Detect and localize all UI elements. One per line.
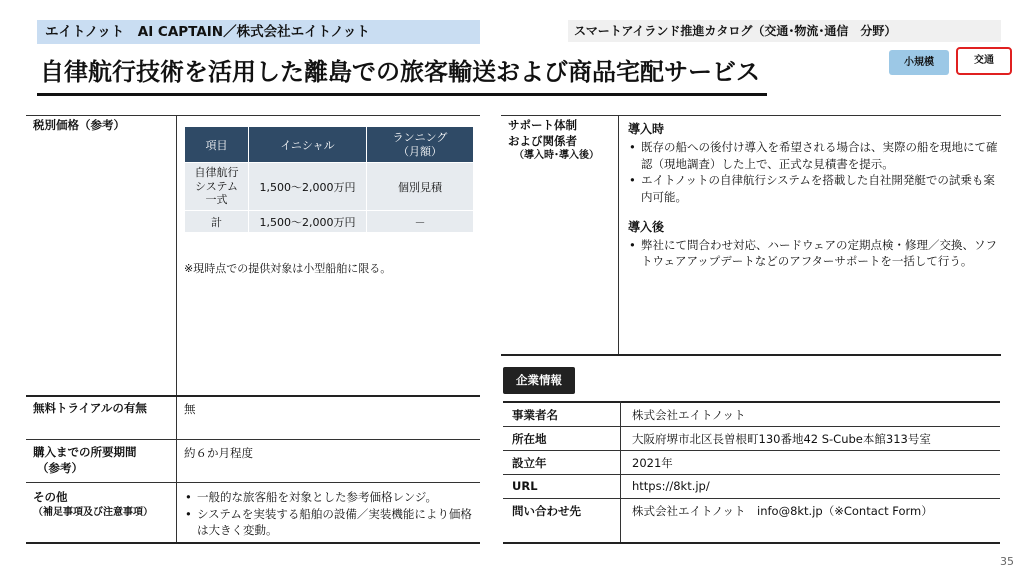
support-label-main: サポート体制 および関係者 xyxy=(508,118,577,148)
support-after-list xyxy=(628,237,998,270)
lead-time-label-sub: （参考） xyxy=(37,460,83,475)
founded-value: 2021年 xyxy=(632,456,673,470)
header-catalog-bar: スマートアイランド推進カタログ（交通･物流･通信 分野） xyxy=(568,20,1001,42)
divider xyxy=(503,542,1000,544)
divider xyxy=(26,542,480,544)
url-link[interactable]: https://8kt.jp/ xyxy=(632,479,710,493)
support-intro-heading: 導入時 xyxy=(628,122,665,136)
price-note: ※現時点での提供対象は小型船舶に限る。 xyxy=(184,262,392,275)
divider xyxy=(501,354,1001,356)
list-item: • エイトノットの自律航行システムを搭載した自社開発艇での試乗も案内可能。 xyxy=(628,172,998,205)
other-list xyxy=(184,489,474,539)
lead-time-label xyxy=(33,445,137,476)
lead-time-value: 約６か月程度 xyxy=(184,446,253,460)
support-content xyxy=(628,120,998,270)
divider xyxy=(503,498,1000,499)
price-cell: 計 xyxy=(185,211,249,233)
support-label xyxy=(508,118,599,163)
other-label-main: その他 xyxy=(33,490,68,504)
divider xyxy=(26,115,480,116)
header-company-bar: エイトノット AI CAPTAIN／株式会社エイトノット xyxy=(37,20,480,44)
price-table-header: イニシャル xyxy=(249,127,367,163)
contact-label: 問い合わせ先 xyxy=(512,504,581,518)
table-row xyxy=(185,211,474,233)
divider xyxy=(620,401,621,542)
trial-label: 無料トライアルの有無 xyxy=(33,401,147,415)
divider xyxy=(501,115,1001,116)
company-info-badge: 企業情報 xyxy=(503,367,575,394)
price-cell: 1,500～2,000万円 xyxy=(249,163,367,211)
divider xyxy=(503,450,1000,451)
trial-value: 無 xyxy=(184,402,196,416)
other-label xyxy=(33,490,153,519)
support-intro-list xyxy=(628,139,998,206)
price-label: 税別価格（参考） xyxy=(33,118,125,132)
tag-small-scale: 小規模 xyxy=(889,50,949,75)
page-title: 自律航行技術を活用した離島での旅客輸送および商品宅配サービス xyxy=(40,58,760,86)
divider xyxy=(503,474,1000,475)
divider xyxy=(26,439,480,440)
divider xyxy=(26,482,480,483)
divider xyxy=(618,115,619,355)
divider xyxy=(26,395,480,397)
price-cell: 1,500～2,000万円 xyxy=(249,211,367,233)
price-table xyxy=(184,126,474,233)
page-number: 35 xyxy=(1000,555,1014,568)
price-table-header: 項目 xyxy=(185,127,249,163)
company-name-value: 株式会社エイトノット xyxy=(632,408,746,422)
title-underline xyxy=(37,93,767,96)
price-table-header: ランニング （月額） xyxy=(367,127,474,163)
support-label-sub: （導入時･導入後） xyxy=(514,150,599,162)
list-item: • 一般的な旅客船を対象とした参考価格レンジ。 xyxy=(184,489,474,506)
support-after-heading: 導入後 xyxy=(628,219,665,234)
founded-label: 設立年 xyxy=(512,456,547,470)
list-item: • システムを実装する船舶の設備／実装機能により価格は大きく変動。 xyxy=(184,506,474,539)
company-name-label: 事業者名 xyxy=(512,408,558,422)
contact-value: 株式会社エイトノット info@8kt.jp（※Contact Form） xyxy=(632,504,933,518)
price-cell: 自律航行 システム 一式 xyxy=(185,163,249,211)
price-cell: － xyxy=(367,211,474,233)
address-label: 所在地 xyxy=(512,432,547,446)
divider xyxy=(503,401,1000,403)
list-item: • 既存の船への後付け導入を希望される場合は、実際の船を現地にて確認（現地調査）した上で、正式な見積書を提示。 xyxy=(628,139,998,172)
other-label-sub: （補足事項及び注意事項） xyxy=(33,506,153,518)
price-cell: 個別見積 xyxy=(367,163,474,211)
tag-traffic: 交通 xyxy=(956,47,1012,75)
address-value: 大阪府堺市北区長曽根町130番地42 S-Cube本館313号室 xyxy=(632,432,931,446)
url-label: URL xyxy=(512,479,538,493)
list-item: • 弊社にて問合わせ対応、ハードウェアの定期点検・修理／交換、ソフトウェアアップデートなどのアフターサポートを一括して行う。 xyxy=(628,237,998,270)
lead-time-label-main: 購入までの所要期間 xyxy=(33,445,137,459)
divider xyxy=(503,426,1000,427)
table-row xyxy=(185,163,474,211)
divider xyxy=(176,115,177,543)
